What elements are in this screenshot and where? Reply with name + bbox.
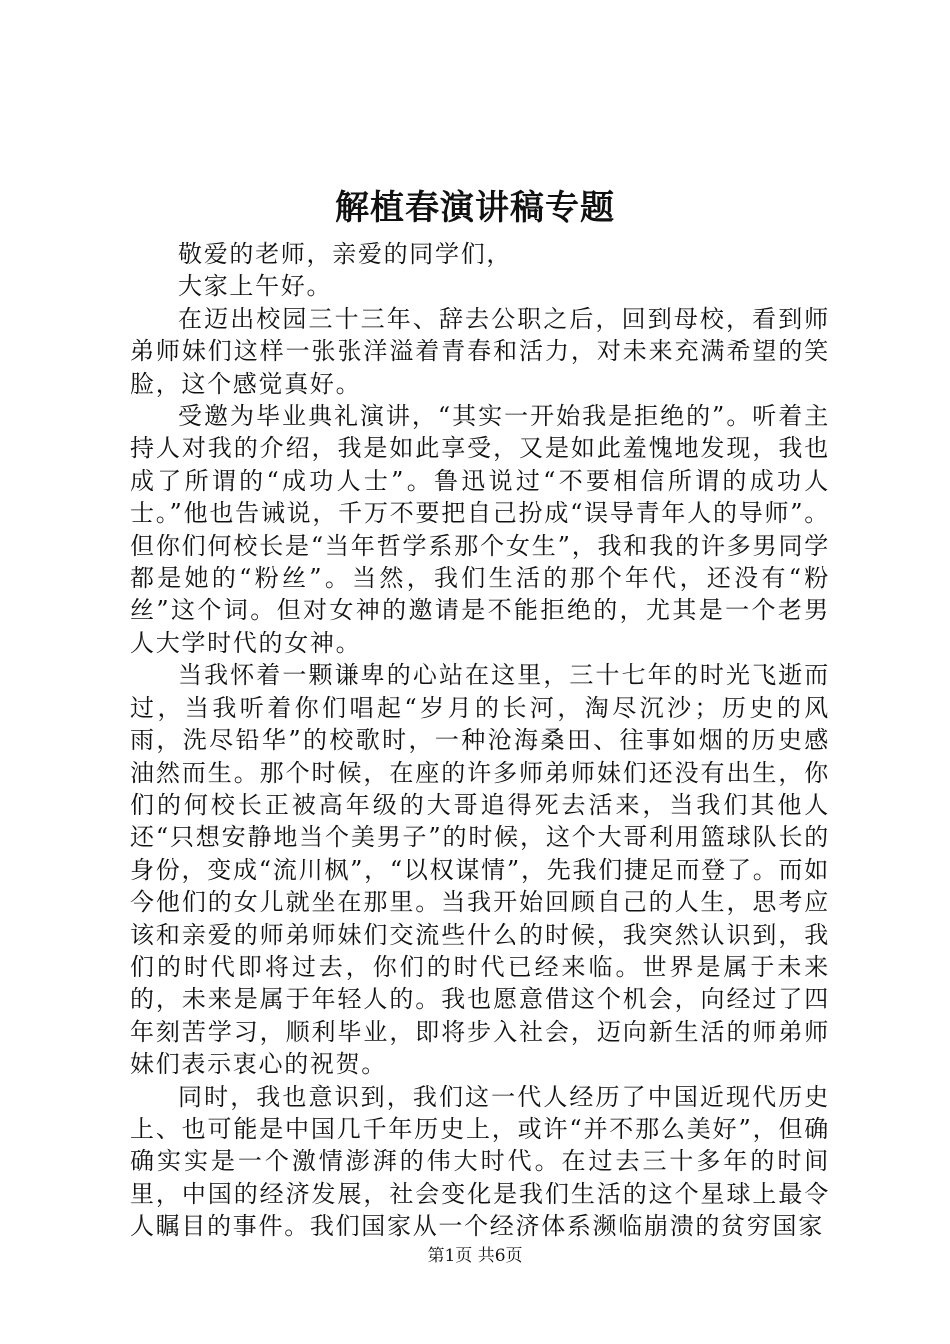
paragraph-greeting: 敬爱的老师，亲爱的同学们， <box>178 240 513 268</box>
document-body <box>130 238 830 1243</box>
paragraph-reflection: 当我怀着一颗谦卑的心站在这里，三十七年的时光飞逝而过，当我听着你们唱起“岁月的长河，淘尽沉沙；历史的风雨，洗尽铅华”的校歌时，一种沧海桑田、往事如烟的历史感油然而生。那个时候，在座的许多师弟师妹们还没有出生，你们的何校长正被高年级的大哥追得死去活来，当我们其他人还“只想安静地当个美男子”的时候，这个大哥利用篮球队长的身份，变成“流川枫”，“以权谋情”，先我们捷足而登了。而如今他们的女儿就坐在那里。当我开始回顾自己的人生，思考应该和亲爱的师弟师妹们交流些什么的时候，我突然认识到，我们的时代即将过去，你们的时代已经来临。世界是属于未来的，未来是属于年轻人的。我也愿意借这个机会，向经过了四年刻苦学习，顺利毕业，即将步入社会，迈向新生活的师弟师妹们表示衷心的祝贺。 <box>130 661 830 1079</box>
paragraph-return-to-school: 在迈出校园三十三年、辞去公职之后，回到母校，看到师弟师妹们这样一张张洋溢着青春和活力，对未来充满希望的笑脸，这个感觉真好。 <box>130 304 830 398</box>
paragraph-good-morning: 大家上午好。 <box>178 272 333 301</box>
page-footer: 第1页 共6页 <box>427 1246 523 1266</box>
paragraph-invitation: 受邀为毕业典礼演讲，“其实一开始我是拒绝的”。听着主持人对我的介绍，我是如此享受，又是如此羞愧地发现，我也成了所谓的“成功人士”。鲁迅说过“不要相信所谓的成功人士。”他也告诫说，千万不要把自己扮成“误导青年人的导师”。但你们何校长是“当年哲学系那个女生”，我和我的许多男同学都是她的“粉丝”。当然，我们生活的那个年代，还没有“粉丝”这个词。但对女神的邀请是不能拒绝的，尤其是一个老男人大学时代的女神。 <box>130 402 830 657</box>
paragraph-era: 同时，我也意识到，我们这一代人经历了中国近现代历史上、也可能是中国几千年历史上，或许“并不那么美好”，但确确实实是一个激情澎湃的伟大时代。在过去三十多年的时间里，中国的经济发展，社会变化是我们生活的这个星球上最令人瞩目的事件。我们国家从一个经济体系濒临崩溃的贫穷国家 <box>130 1082 830 1241</box>
document-title: 解植春演讲稿专题 <box>335 188 615 228</box>
